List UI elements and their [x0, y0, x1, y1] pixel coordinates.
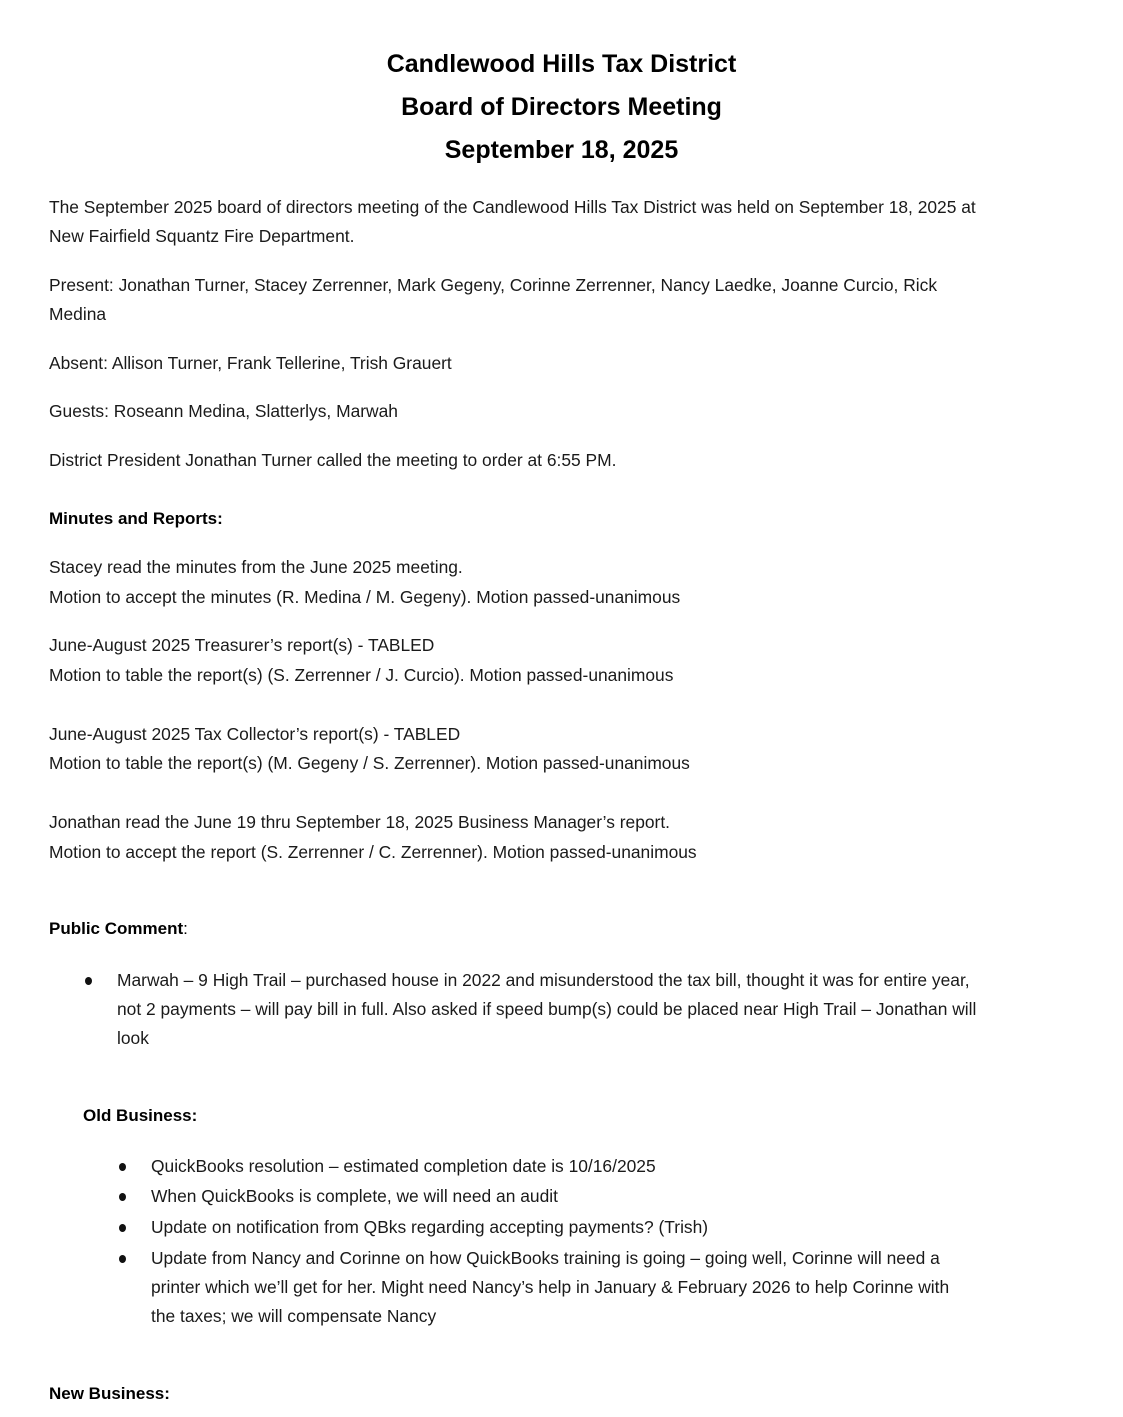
motion-line: Motion to table the report(s) (M. Gegeny / S. Zerrenner). Motion passed-unanimous	[49, 753, 690, 773]
comment-line: look	[117, 1028, 149, 1048]
section-heading-minutes-reports: Minutes and Reports:	[49, 509, 223, 528]
report-line: June-August 2025 Treasurer’s report(s) - TABLED	[49, 635, 435, 655]
item-line: QuickBooks resolution – estimated completion date is 10/16/2025	[151, 1156, 656, 1176]
document-title: Candlewood Hills Tax District	[386, 50, 737, 78]
bullet-icon	[119, 1163, 126, 1171]
heading-text: Public Comment	[49, 919, 184, 938]
meeting-date: September 18, 2025	[444, 136, 679, 164]
item-line: When QuickBooks is complete, we will need an audit	[151, 1186, 558, 1206]
item-line: the taxes; we will compensate Nancy	[151, 1306, 437, 1326]
document-subtitle: Board of Directors Meeting	[401, 93, 722, 121]
present-list: Present: Jonathan Turner, Stacey Zerrenner, Mark Gegeny, Corinne Zerrenner, Nancy Laedke, Joanne Curcio, Rick	[49, 275, 938, 295]
comment-line: Marwah – 9 High Trail – purchased house in 2022 and misunderstood the tax bill, thought it was for entire year,	[117, 970, 970, 990]
comment-line: not 2 payments – will pay bill in full. Also asked if speed bump(s) could be placed near High Trail – Jonathan will	[117, 999, 977, 1019]
motion-line: Motion to table the report(s) (S. Zerrenner / J. Curcio). Motion passed-unanimous	[49, 665, 674, 685]
intro-line: New Fairfield Squantz Fire Department.	[49, 226, 355, 246]
item-line: Update on notification from QBks regarding accepting payments? (Trish)	[151, 1217, 709, 1237]
guests-list: Guests: Roseann Medina, Slatterlys, Marwah	[49, 401, 398, 421]
bullet-icon	[119, 1255, 126, 1263]
motion-line: Motion to accept the report (S. Zerrenner / C. Zerrenner). Motion passed-unanimous	[49, 842, 697, 862]
bullet-icon	[119, 1224, 126, 1232]
report-line: June-August 2025 Tax Collector’s report(s) - TABLED	[49, 724, 461, 744]
intro-line: The September 2025 board of directors meeting of the Candlewood Hills Tax District was held on September 18, 2025 at	[49, 197, 976, 217]
section-heading-new-business: New Business:	[49, 1384, 170, 1403]
bullet-icon	[119, 1193, 126, 1201]
motion-line: Motion to accept the minutes (R. Medina / M. Gegeny). Motion passed-unanimous	[49, 587, 681, 607]
absent-list: Absent: Allison Turner, Frank Tellerine, Trish Grauert	[49, 353, 452, 373]
section-heading-old-business: Old Business:	[83, 1106, 198, 1125]
item-line: Update from Nancy and Corinne on how QuickBooks training is going – going well, Corinne will need a	[151, 1248, 940, 1268]
report-line: Jonathan read the June 19 thru September 18, 2025 Business Manager’s report.	[49, 812, 670, 832]
section-heading-public-comment	[49, 919, 188, 939]
item-line: printer which we’ll get for her. Might need Nancy’s help in January & February 2026 to help Corinne with	[151, 1277, 950, 1297]
bullet-icon	[85, 977, 92, 985]
call-to-order: District President Jonathan Turner called the meeting to order at 6:55 PM.	[49, 450, 617, 470]
present-list: Medina	[49, 304, 107, 324]
report-line: Stacey read the minutes from the June 2025 meeting.	[49, 557, 463, 577]
heading-colon: :	[183, 919, 188, 938]
